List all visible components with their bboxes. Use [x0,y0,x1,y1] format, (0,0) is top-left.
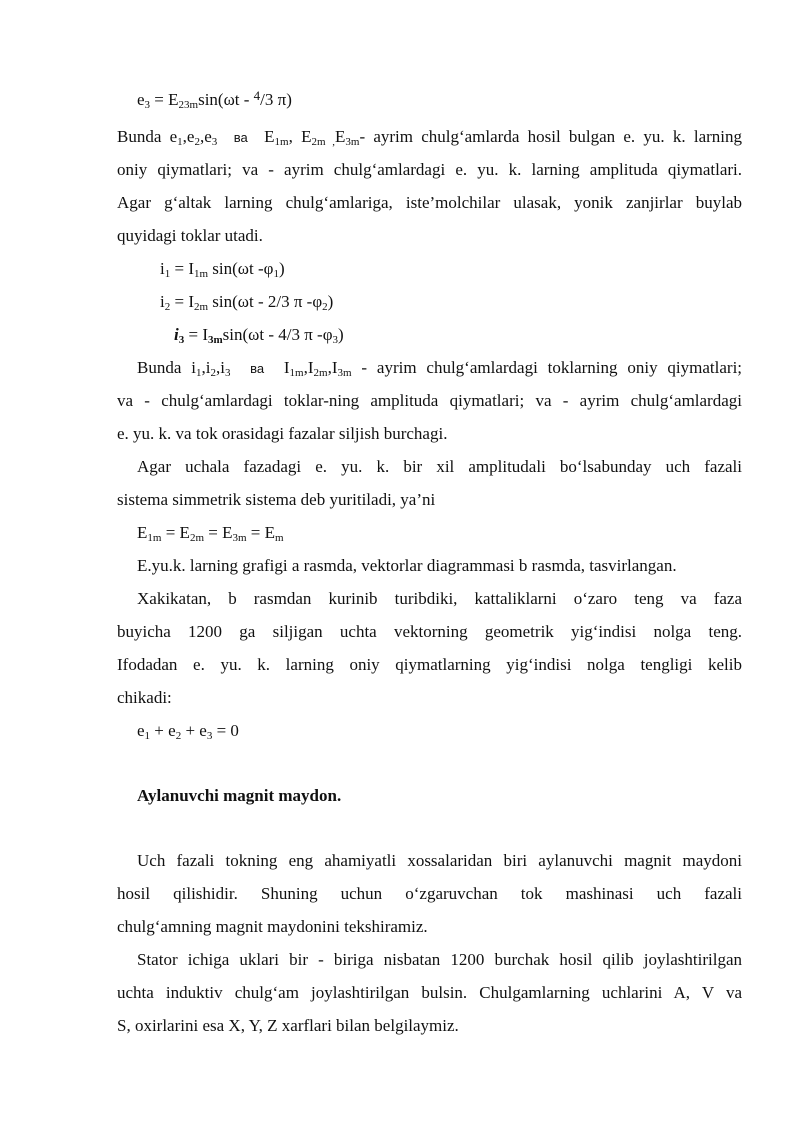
subscript: 1 [144,730,151,742]
formula-text: ) [338,325,344,344]
paragraph-3-line-1 [137,457,742,477]
formula-text: = 0 [212,721,239,740]
formula-text: + e [181,721,207,740]
text: oniy qiymatlari; va - ayrim chulg‘amlardagi e. yu. k. larning amplituda qiymatlari. [117,160,742,179]
subscript: 1 [177,136,183,148]
formula-text: = E [161,523,190,542]
subscript: 3m [232,532,247,544]
paragraph-2-line-2 [117,391,742,411]
text: Uch fazali tokning eng ahamiyatli xossalaridan biri aylanuvchi magnit maydoni [137,851,742,870]
text: Xakikatan, b rasmdan kurinib turibdiki, kattaliklarni o‘zaro teng va faza [137,589,742,608]
paragraph-6-line-1 [137,851,742,871]
formula-text: sin(ωt - 2/3 π -φ [208,292,323,311]
formula-text: ) [327,292,334,311]
formula-text: ) [278,259,285,278]
formula-text: = I [170,292,194,311]
text: ,I [327,358,338,377]
formula-text: sin(ωt - 4/3 π -φ [222,325,333,344]
text: - ayrim chulg‘amlardagi toklarning oniy qiymatlari; [351,358,743,377]
formula-text: = E [150,90,179,109]
paragraph-5-line-4: chikadi: [117,688,172,707]
paragraph-3-line-2: sistema simmetrik sistema deb yuritiladi, ya’ni [117,490,436,509]
subscript: 1m [147,532,162,544]
subscript: 2m [313,367,328,379]
paragraph-5-line-2 [117,622,742,642]
subscript: 2 [210,367,216,379]
subscript: 3 [144,99,151,111]
formula-e-equality [137,523,284,543]
subscript: 2m [193,301,209,313]
text: - ayrim chulg‘amlarda hosil bulgan e. yu. k. larning [359,127,742,146]
text: Bunda e [117,127,178,146]
paragraph-1-line-3 [117,193,742,213]
formula-text: = E [204,523,233,542]
text: Ifodadan e. yu. k. larning oniy qiymatlarning yig‘indisi nolga tengligi kelib [117,655,742,674]
text: E [264,127,275,146]
subscript: 3 [211,136,218,148]
text: hosil qilishidir. Shuning uchun o‘zgaruvchan tok mashinasi uch fazali [117,884,742,903]
formula-e3 [137,86,292,110]
subscript: 2m [189,532,204,544]
paragraph-2-line-1 [137,358,742,379]
formula-text: = E [246,523,276,542]
formula-text: i [160,259,165,278]
subscript: 3m [207,334,223,346]
paragraph-6-line-2 [117,884,742,904]
subscript: 1m [193,268,209,280]
subscript: 2 [175,730,182,742]
fraction-numerator: 4 [253,88,261,103]
paragraph-5-line-3 [117,655,742,675]
subscript: 3 [178,334,185,346]
subscript: 3m [345,136,360,148]
formula-text: = I [184,325,208,344]
text: Stator ichiga uklari bir - biriga nisbatan 1200 burchak hosil qilib joylashtirilgan [137,950,742,969]
paragraph-1-line-4: quyidagi toklar utadi. [117,226,263,245]
text: , E [288,127,312,146]
subscript: 3 [206,730,213,742]
formula-text: = I [170,259,194,278]
subscript: 1 [273,268,279,280]
paragraph-7-line-3: S, oxirlarini esa X, Y, Z xarflari bilan belgilaymiz. [117,1016,459,1035]
formula-text: sin(ωt - [198,90,254,109]
paragraph-7-line-2 [117,983,742,1003]
subscript: m [275,532,284,544]
fraction-slash: / [260,90,265,109]
paragraph-7-line-1 [137,950,742,970]
text: Agar uchala fazadagi e. yu. k. bir xil amplitudali bo‘lsabunday uch fazali [137,457,742,476]
formula-i1 [160,259,285,279]
text: ва [233,130,248,145]
subscript: 2 [322,301,328,313]
formula-text: + e [150,721,176,740]
formula-text: i [160,292,165,311]
text: E [335,127,346,146]
text: buyicha 1200 ga siljigan uchta vektorning geometrik yig‘indisi nolga teng. [117,622,742,641]
subscript: 2 [194,136,200,148]
subscript: 23m [178,99,199,111]
formula-text: E [137,523,148,542]
paragraph-1-line-2 [117,160,742,180]
text: Bunda i [137,358,196,377]
subscript: 1 [164,268,171,280]
text: ва [250,361,265,376]
subscript: 1 [195,367,202,379]
formula-i2 [160,292,333,312]
subscript: 3 [224,367,231,379]
paragraph-2-line-3: e. yu. k. va tok orasidagi fazalar siljish burchagi. [117,424,448,443]
subscript: 2 [164,301,171,313]
fraction-denominator: 3 [264,90,274,109]
subscript: 3 [332,334,339,346]
text: I [283,358,290,377]
subscript: 1m [289,367,304,379]
text: ,i [201,358,211,377]
paragraph-4: E.yu.k. larning grafigi a rasmda, vektorlar diagrammasi b rasmda, tasvirlangan. [137,556,677,575]
formula-text: e [137,721,145,740]
formula-text: sin(ωt -φ [208,259,274,278]
formula-text: π) [273,90,292,109]
section-heading: Aylanuvchi magnit maydon. [137,786,342,805]
text: uchta induktiv chulg‘am joylashtirilgan bulsin. Chulgamlarning uchlarini A, V va [117,983,742,1002]
paragraph-6-line-3: chulg‘amning magnit maydonini tekshiramiz. [117,917,428,936]
paragraph-5-line-1 [137,589,742,609]
subscript: 2m , [311,136,335,148]
formula-emf-sum [137,721,239,741]
text: ,e [199,127,212,146]
formula-i3 [174,325,344,345]
text: ,i [215,358,225,377]
text: ,e [182,127,195,146]
text: ,I [303,358,314,377]
formula-text: e [137,90,145,109]
formula-text: i [174,325,179,344]
subscript: 1m [274,136,289,148]
paragraph-1-line-1 [117,127,742,148]
text: Agar g‘altak larning chulg‘amlariga, iste’molchilar ulasak, yonik zanjirlar buylab [117,193,742,212]
subscript: 3m [337,367,352,379]
text: va - chulg‘amlardagi toklar-ning amplituda qiymatlari; va - ayrim chulg‘amlardagi [117,391,742,410]
